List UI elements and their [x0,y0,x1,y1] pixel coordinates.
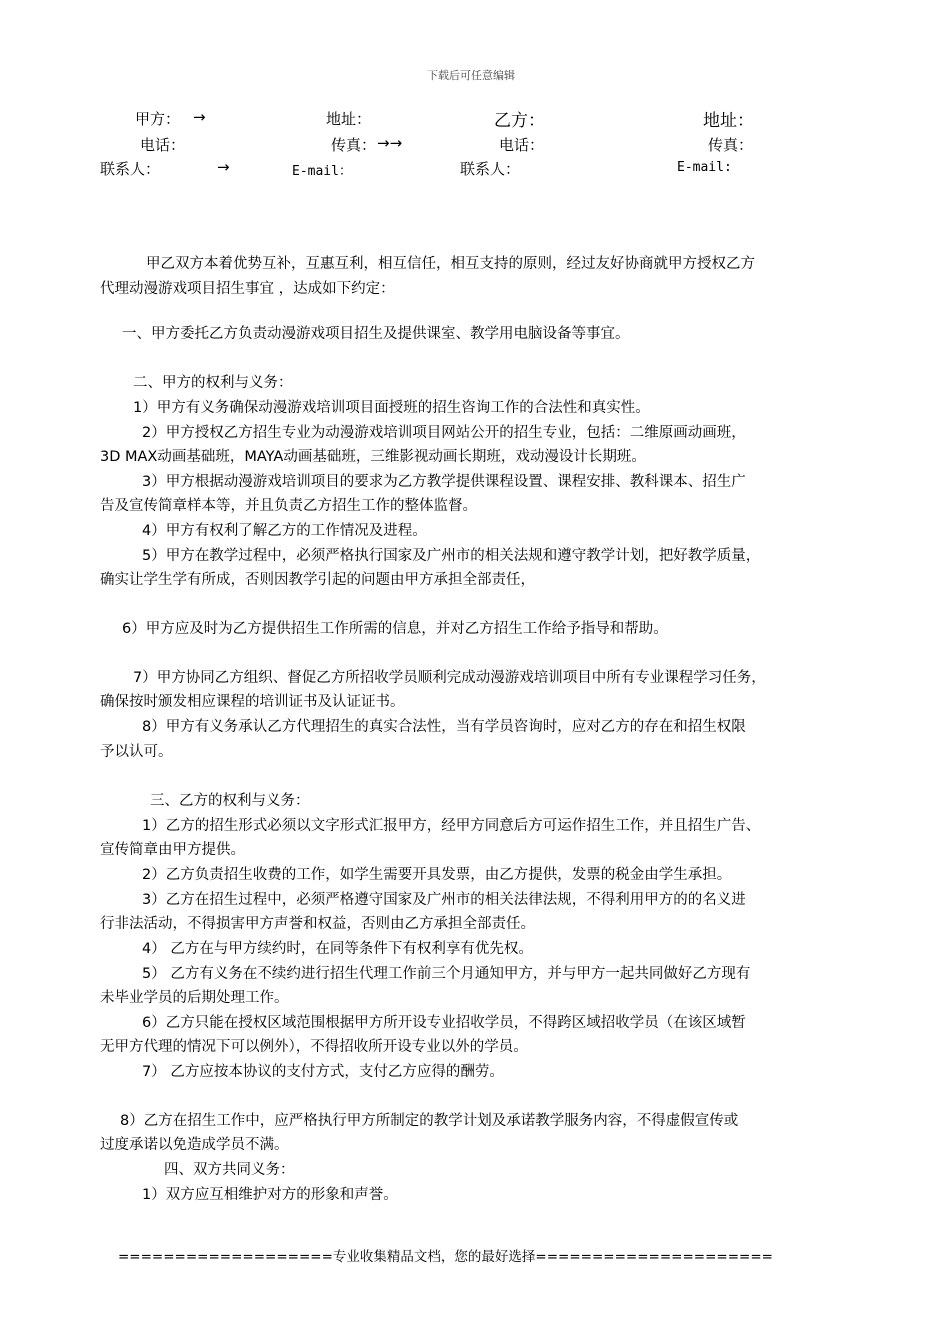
clause-a7-line1: 7）甲方协同乙方组织、督促乙方所招收学员顺利完成动漫游戏培训项目中所有专业课程学习任务， [133,670,766,686]
arrow-icon: → [217,158,230,176]
clause-b1-line2: 宣传简章由甲方提供。 [100,842,245,858]
page-header-note: 下载后可任意编辑 [427,69,515,82]
fax-b-label: 传真： [708,136,754,154]
clause-b1-line1: 1）乙方的招生形式必须以文字形式汇报甲方，经甲方同意后方可运作招生工作，并且招生广告、 [142,818,761,834]
clause-b8-line2: 过度承诺以免造成学员不满。 [100,1137,289,1153]
clause-b6-line2: 无甲方代理的情况下可以例外），不得招收所开设专业以外的学员。 [100,1039,528,1055]
double-arrow-icon: →→ [377,134,403,152]
party-a-label: 甲方： [135,110,181,128]
intro-line-1: 甲乙双方本着优势互补，互惠互利，相互信任，相互支持的原则，经过友好协商就甲方授权乙方 [146,256,755,272]
clause-a8-line2: 予以认可。 [100,744,173,760]
fax-a-label: 传真： [331,136,377,154]
clause-a5-line1: 5）甲方在教学过程中，必须严格执行国家及广州市的相关法规和遵守教学计划，把好教学质量， [142,548,761,564]
clause-b5-line2: 未毕业学员的后期处理工作。 [100,990,289,1006]
address-a-label: 地址： [326,110,372,128]
page-footer: ===================专业收集精品文档，您的最好选择===================== [118,1249,773,1265]
phone-a-label: 电话： [140,136,186,154]
party-b-label: 乙方： [494,111,545,131]
clause-b3-line1: 3）乙方在招生过程中，必须严格遵守国家及广州市的相关法律法规，不得利用甲方的的名义进 [142,892,746,908]
clause-c1: 1）双方应互相维护对方的形象和声誉。 [142,1187,398,1203]
clause-a4: 4）甲方有权利了解乙方的工作情况及进程。 [142,523,427,539]
clause-a2-line2: 3D MAX动画基础班，MAYA动画基础班，三维影视动画长期班，戏动漫设计长期班。 [100,449,646,465]
clause-a8-line1: 8）甲方有义务承认乙方代理招生的真实合法性，当有学员咨询时，应对乙方的存在和招生权限 [142,719,746,735]
clause-b5-line1: 5） 乙方有义务在不续约进行招生代理工作前三个月通知甲方，并与甲方一起共同做好乙方现有 [142,966,751,982]
clause-b4: 4） 乙方在与甲方续约时，在同等条件下有权利享有优先权。 [142,941,533,957]
section-2-title: 二、甲方的权利与义务： [133,375,293,391]
clause-a3-line1: 3）甲方根据动漫游戏培训项目的要求为乙方教学提供课程设置、课程安排、教科课本、招生广 [142,474,746,490]
section-1: 一、甲方委托乙方负责动漫游戏项目招生及提供课室、教学用电脑设备等事宜。 [122,326,630,342]
section-3-title: 三、乙方的权利与义务： [150,793,310,809]
arrow-icon: → [193,108,206,126]
email-a-label: E-mail： [292,164,352,179]
address-b-label: 地址： [703,111,754,131]
clause-b7: 7） 乙方应按本协议的支付方式，支付乙方应得的酬劳。 [142,1064,504,1080]
contact-b-label: 联系人： [460,160,521,178]
clause-a1: 1）甲方有义务确保动漫游戏培训项目面授班的招生咨询工作的合法性和真实性。 [133,400,650,416]
clause-a5-line2: 确实让学生学有所成，否则因教学引起的问题由甲方承担全部责任， [100,572,535,588]
phone-b-label: 电话： [499,136,545,154]
clause-a3-line2: 告及宣传简章样本等，并且负责乙方招生工作的整体监督。 [100,498,477,514]
intro-line-2: 代理动漫游戏项目招生事宜 ，达成如下约定： [100,281,395,297]
email-b-label: E-mail: [677,160,732,175]
section-4-title: 四、双方共同义务： [164,1162,295,1178]
clause-a6: 6）甲方应及时为乙方提供招生工作所需的信息，并对乙方招生工作给予指导和帮助。 [122,621,668,637]
clause-b2: 2）乙方负责招生收费的工作，如学生需要开具发票，由乙方提供，发票的税金由学生承担。 [142,867,732,883]
clause-a2-line1: 2）甲方授权乙方招生专业为动漫游戏培训项目网站公开的招生专业，包括：二维原画动画班， [142,425,746,441]
contact-a-label: 联系人： [100,160,161,178]
clause-b8-line1: 8）乙方在招生工作中，应严格执行甲方所制定的教学计划及承诺教学服务内容，不得虚假宣传或 [120,1113,739,1129]
clause-b3-line2: 行非法活动，不得损害甲方声誉和权益，否则由乙方承担全部责任。 [100,916,535,932]
clause-b6-line1: 6）乙方只能在授权区域范围根据甲方所开设专业招收学员，不得跨区域招收学员（在该区域暂 [142,1015,746,1031]
clause-a7-line2: 确保按时颁发相应课程的培训证书及认证证书。 [100,694,405,710]
